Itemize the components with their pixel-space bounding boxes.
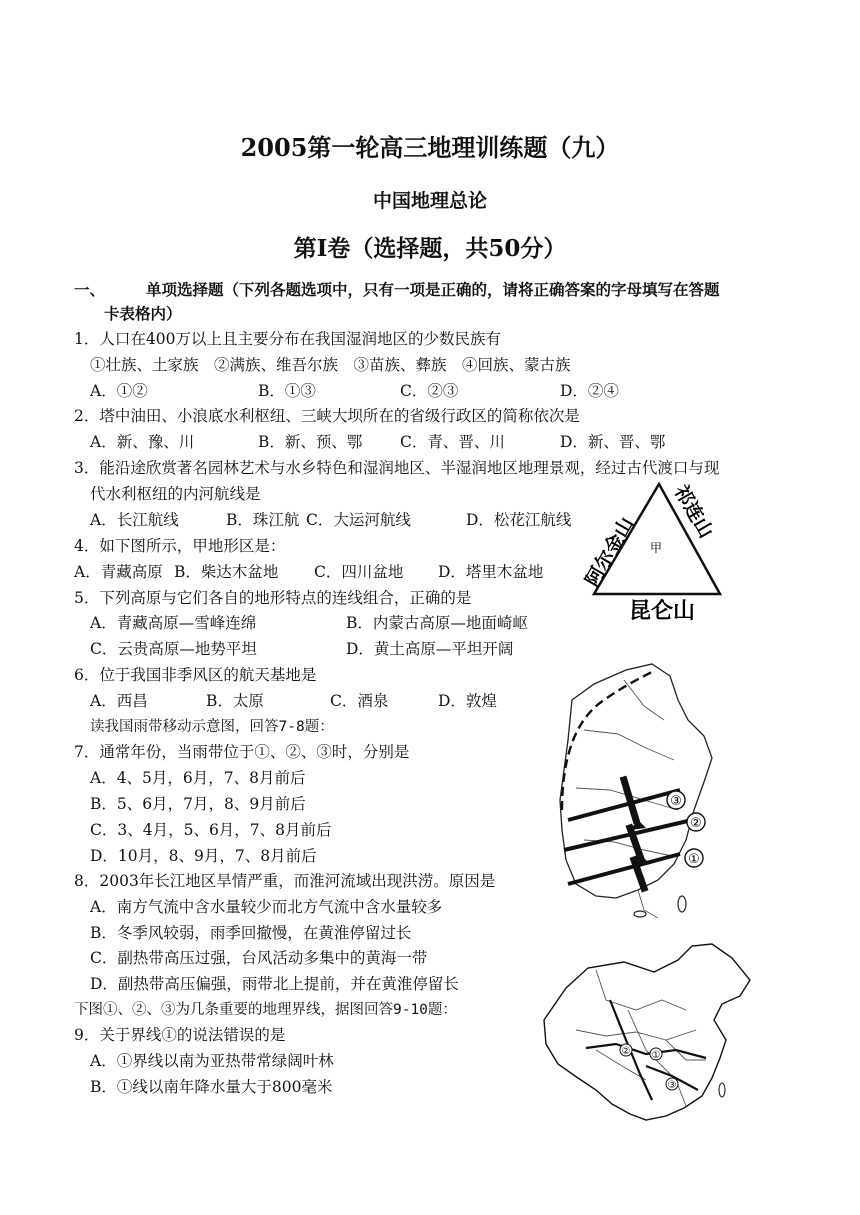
triangle-bottom-label: 昆仑山 xyxy=(628,599,696,624)
question-6-option-b: B．太原 xyxy=(206,692,264,710)
hainan-island xyxy=(634,911,646,917)
boundary-line-1 xyxy=(586,1044,706,1058)
triangle-center-label: 甲 xyxy=(649,541,663,555)
question-5-option-a: A．青藏高原—雪峰连绵 xyxy=(90,614,257,632)
question-8-stem: 8．2003年长江地区旱情严重，而淮河流域出现洪涝。原因是 xyxy=(74,872,496,890)
page-title: 2005第一轮高三地理训练题（九） xyxy=(240,133,620,162)
question-7-option-c: C．3、4月，5、6月，7、8月前后 xyxy=(90,821,332,839)
rain-belt-marker-3: ③ xyxy=(670,794,682,809)
question-6-stem: 6．位于我国非季风区的航天基地是 xyxy=(74,666,317,684)
question-9-option-a: A．①界线以南为亚热带常绿阔叶林 xyxy=(90,1052,334,1070)
question-4-option-c: C．四川盆地 xyxy=(314,563,404,581)
rain-belt-dashed-limit xyxy=(562,672,652,810)
boundary-marker-1: ① xyxy=(651,1050,661,1061)
question-3-stem-line1: 3．能沿途欣赏著名园林艺术与水乡特色和湿润地区、半湿润地区地理景观，经过古代渡口与现 xyxy=(74,459,720,477)
question-5-option-b: B．内蒙古高原—地面崎岖 xyxy=(346,614,528,632)
question-4-option-d: D．塔里木盆地 xyxy=(438,563,544,581)
question-1-option-b: B．①③ xyxy=(258,382,316,400)
question-7-8-intro: 读我国雨带移动示意图，回答7-8题： xyxy=(90,719,334,735)
section-heading-line1: 单项选择题（下列各题选项中，只有一项是正确的，请将正确答案的字母填写在答题 xyxy=(146,280,720,299)
triangle-terrain-figure xyxy=(574,472,744,632)
boundary-map-province-lines xyxy=(576,970,706,1106)
rain-belt-map xyxy=(554,660,720,922)
question-1-items: ①壮族、土家族 ②满族、维吾尔族 ③苗族、彝族 ④回族、蒙古族 xyxy=(90,356,571,374)
question-6-option-c: C．酒泉 xyxy=(330,692,389,710)
boundary-taiwan-island xyxy=(719,1083,725,1097)
section-number: 一、 xyxy=(74,280,106,299)
question-9-stem: 9．关于界线①的说法错误的是 xyxy=(74,1026,286,1044)
taiwan-island xyxy=(678,896,686,912)
question-1-option-d: D．②④ xyxy=(560,382,619,400)
question-4-option-b: B．柴达木盆地 xyxy=(174,563,279,581)
question-2-stem: 2．塔中油田、小浪底水利枢纽、三峡大坝所在的省级行政区的简称依次是 xyxy=(74,407,580,425)
question-7-option-a: A．4、5月，6月，7、8月前后 xyxy=(90,769,306,787)
triangle-right-label: 祁连山 xyxy=(669,481,718,542)
triangle-left-label: 阿尔金山 xyxy=(581,513,639,591)
question-3-option-b: B．珠江航 xyxy=(226,511,300,529)
question-6-option-a: A．西昌 xyxy=(90,692,148,710)
question-3-option-d: D．松花江航线 xyxy=(466,511,572,529)
question-1-stem: 1．人口在400万以上且主要分布在我国湿润地区的少数民族有 xyxy=(74,330,501,348)
question-5-option-c: C．云贵高原—地势平坦 xyxy=(90,640,257,658)
rain-belt-marker-2: ② xyxy=(690,816,702,831)
question-6-option-d: D．敦煌 xyxy=(438,692,497,710)
question-8-option-d: D．副热带高压偏强，雨带北上提前，并在黄淮停留长 xyxy=(90,975,459,993)
question-5-stem: 5．下列高原与它们各自的地形特点的连线组合，正确的是 xyxy=(74,589,472,607)
question-2-option-a: A．新、豫、川 xyxy=(90,433,195,451)
rain-belt-marker-1: ① xyxy=(688,852,700,867)
boundary-marker-2: ② xyxy=(621,1046,631,1057)
question-8-option-c: C．副热带高压过强，台风活动多集中的黄海一带 xyxy=(90,949,428,967)
question-1-option-a: A．①② xyxy=(90,382,148,400)
question-7-option-b: B．5、6月，7月，8、9月前后 xyxy=(90,795,306,813)
question-3-stem-line2: 代水利枢纽的内河航线是 xyxy=(90,485,261,503)
question-2-option-d: D．新、晋、鄂 xyxy=(560,433,666,451)
question-9-10-intro: 下图①、②、③为几条重要的地理界线，据图回答9-10题： xyxy=(74,1002,457,1018)
boundary-marker-3: ③ xyxy=(667,1080,677,1091)
question-1-option-c: C．②③ xyxy=(400,382,459,400)
question-3-option-c: C．大运河航线 xyxy=(306,511,411,529)
question-8-option-a: A．南方气流中含水量较少而北方气流中含水量较多 xyxy=(90,898,443,916)
question-4-stem: 4．如下图所示，甲地形区是： xyxy=(74,537,286,555)
question-9-option-b: B．①线以南年降水量大于800毫米 xyxy=(90,1078,333,1096)
question-3-option-a: A．长江航线 xyxy=(90,511,179,529)
question-8-option-b: B．冬季风较弱，雨季回撤慢，在黄淮停留过长 xyxy=(90,924,412,942)
question-4-option-a: A．青藏高原 xyxy=(74,563,163,581)
rain-belt-line-1 xyxy=(568,854,680,884)
question-2-option-b: B．新、预、鄂 xyxy=(258,433,363,451)
question-2-option-c: C．青、晋、川 xyxy=(400,433,505,451)
question-7-option-d: D．10月，8、9月，7、8月前后 xyxy=(90,847,317,865)
question-7-stem: 7．通常年份，当雨带位于①、②、③时，分别是 xyxy=(74,743,410,761)
section-heading-line2: 卡表格内） xyxy=(104,304,182,323)
volume-heading: 第I卷（选择题，共50分） xyxy=(293,235,567,262)
page-subtitle: 中国地理总论 xyxy=(372,190,487,212)
question-5-option-d: D．黄土高原—平坦开阔 xyxy=(346,640,514,658)
geographic-boundary-map xyxy=(536,940,758,1132)
